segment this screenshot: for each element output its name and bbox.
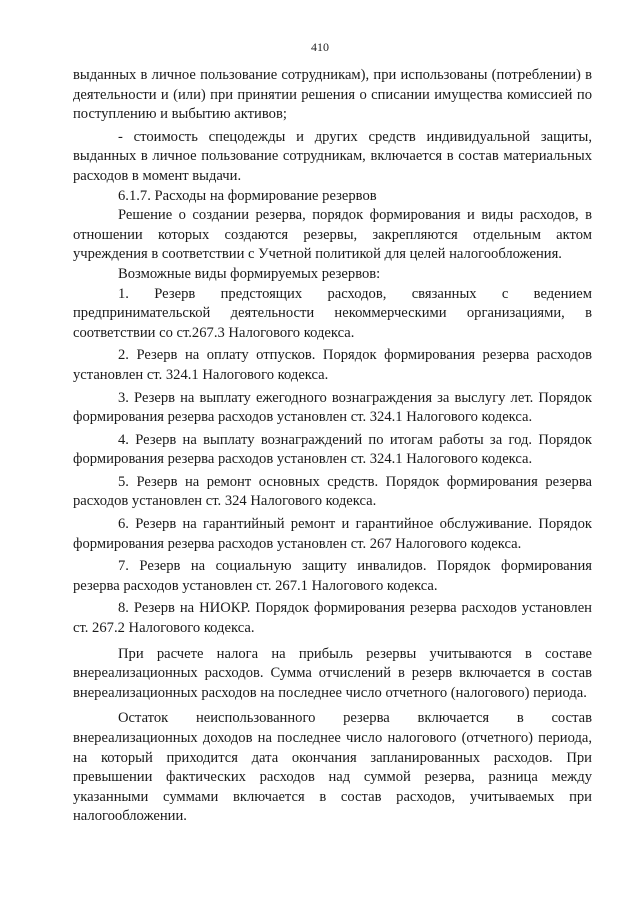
page-body	[73, 66, 592, 827]
paragraph-reserve-decision: Решение о создании резерва, порядок формирования и виды расходов, в отношении которых создаются резервы, закрепляются отдельным актом учреждения в соответствии с Учетной политикой для целей налогообложения.	[73, 207, 592, 263]
list-item-reserve-3: 3. Резерв на выплату ежегодного вознаграждения за выслугу лет. Порядок формирования резерва расходов установлен ст. 324.1 Налогового кодекса.	[73, 389, 592, 426]
list-item-reserve-8: 8. Резерв на НИОКР. Порядок формирования резерва расходов установлен ст. 267.2 Налогового кодекса.	[73, 600, 592, 637]
paragraph-profit-tax: При расчете налога на прибыль резервы учитываются в составе внереализационных расходов. Сумма отчислений в резерв включается в состав внереализационных расходов на последнее число отчетного (налогового) периода.	[73, 645, 592, 701]
list-item-reserve-5: 5. Резерв на ремонт основных средств. Порядок формирования резерва расходов установлен ст. 324 Налогового кодекса.	[73, 473, 592, 510]
paragraph-spetsodezhda: - стоимость спецодежды и других средств индивидуальной защиты, выданных в личное пользование сотрудникам, включается в состав материальных расходов в момент выдачи.	[73, 128, 592, 184]
paragraph-continued: выданных в личное пользование сотрудникам), при использованы (потреблении) в деятельности и (или) при принятии решения о списании имущества комиссией по поступлению и выбытию активов;	[73, 67, 592, 123]
page-number: 410	[311, 40, 329, 54]
list-item-reserve-4: 4. Резерв на выплату вознаграждений по итогам работы за год. Порядок формирования резерва расходов установлен ст. 324.1 Налогового кодекса.	[73, 431, 592, 468]
section-heading-reserves: 6.1.7. Расходы на формирование резервов	[118, 187, 377, 204]
paragraph-unused-reserve: Остаток неиспользованного резерва включается в состав внереализационных доходов на последнее число налогового (отчетного) периода, на который приходится дата окончания запланированных расходов. При превышении фактических расходов над суммой резерва, разница между указанными суммами включается в состав расходов, учитываемых при налогообложении.	[73, 710, 592, 825]
paragraph-reserve-types-intro: Возможные виды формируемых резервов:	[118, 265, 381, 282]
list-item-reserve-1: 1. Резерв предстоящих расходов, связанных с ведением предпринимательской деятельности некоммерческими организациями, в соответствии со ст.267.3 Налогового кодекса.	[73, 285, 592, 341]
list-item-reserve-2: 2. Резерв на оплату отпусков. Порядок формирования резерва расходов установлен ст. 324.1 Налогового кодекса.	[73, 347, 592, 383]
list-item-reserve-6: 6. Резерв на гарантийный ремонт и гарантийное обслуживание. Порядок формирования резерва расходов установлен ст. 267 Налогового кодекса.	[73, 516, 592, 552]
list-item-reserve-7: 7. Резерв на социальную защиту инвалидов. Порядок формирования резерва расходов установлен ст. 267.1 Налогового кодекса.	[73, 558, 592, 594]
